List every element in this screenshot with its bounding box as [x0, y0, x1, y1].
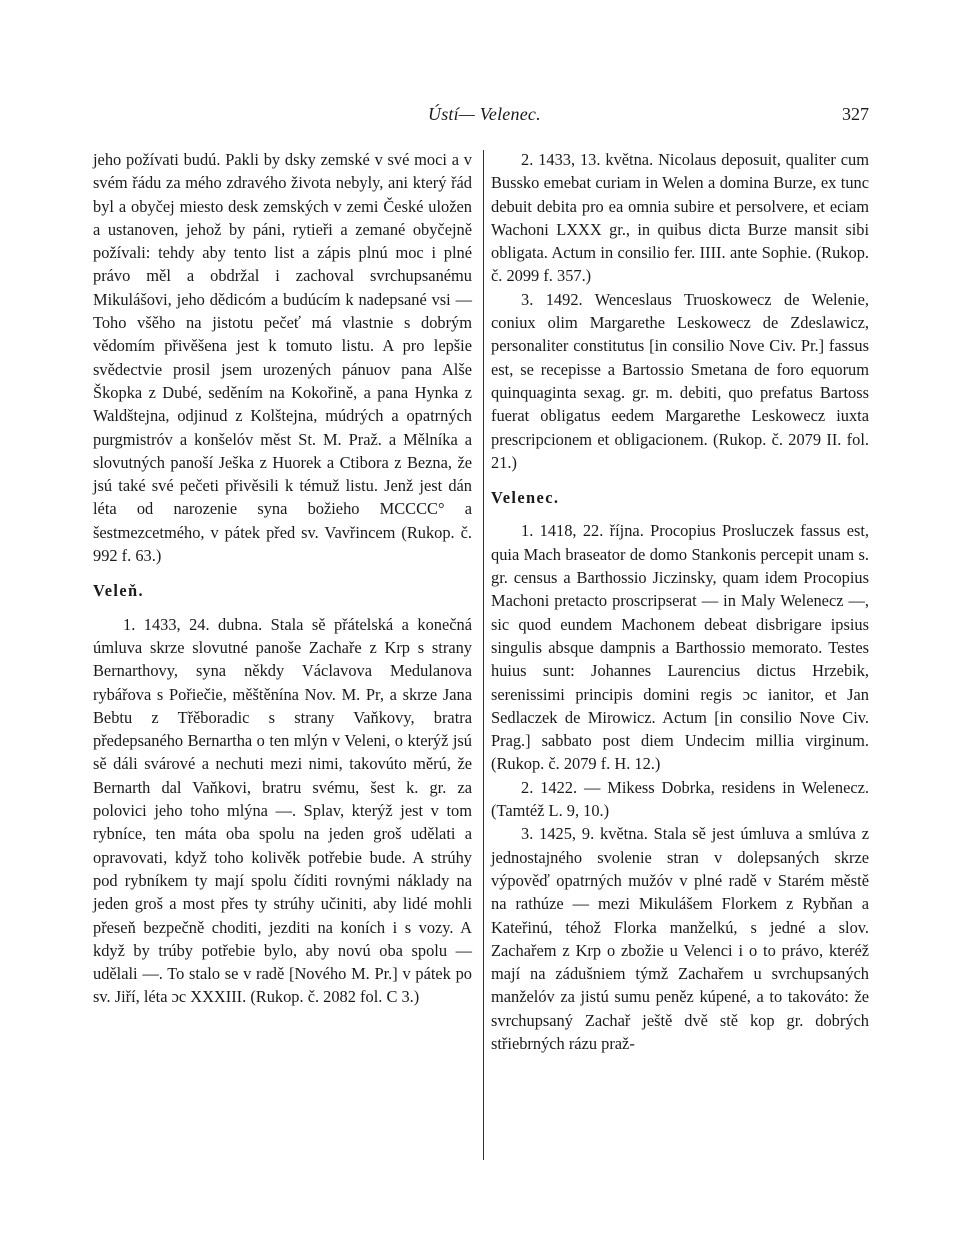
entry-velen-3: 3. 1492. Wenceslaus Truoskowecz de Welenie, coniux olim Margarethe Leskowecz de Zdeslawicz, personaliter constitutus [in consilio Nove Civ. Pr.] fassus est, se recepisse a Bartossio Smetana de foro equorum quinquaginta sexag. gr. m. debiti, quo prefatus Bartoss fuerat obligatus eedem Margarethe Leskowecz iuxta prescripcionem et obligacionem. (Rukop. č. 2079 II. fol. 21.)	[491, 289, 869, 472]
column-divider	[483, 150, 484, 1160]
page-number: 327	[842, 104, 869, 124]
continued-paragraph: jeho požívati budú. Pakli by dsky zemské v své moci a v svém řádu za mého zdravého života nebyly, ani který řád byl a obyčej miesto desk zemských v zemi České uložen a ustanoven, jehož by páni, rytieři a zemané obyčejně požívali: tehdy aby tento list a zápis plnú moc i plné právo měl a obdržal i zachoval svrchupsanému Mikulášovi, jeho dědicóm a budúcím k nadepsané vsi — Toho všěho na jistotu pečeť má vlastnie s dobrým vědomím přivěšena jest k tomuto listu. A pro lepšie svědectvie prosil jsem urozených pánuov pana Alše Škopka z Dubé, seděním na Kokořině, a pana Hynka z Waldštejna, odjinud z Kolštejna, múdrých a opatrných purgmistróv a konšelóv měst St. M. Praž. a Mělníka a slovutných panoší Ješka z Huorek a Ctibora z Bezna, že jsú také své pečeti přivěsili k témuž listu. Jenž jest dán léta od narozenie syna božieho MCCCC° a šestmezcetmého, v pátek před sv. Vavřincem (Rukop. č. 992 f. 63.)	[93, 150, 472, 566]
entry-velenec-1: 1. 1418, 22. října. Procopius Prosluczek fassus est, quia Mach braseator de domo Stankonis percepit unam s. gr. census a Barthossio Jiczinsky, quam idem Procopius Machoni pretacto proscripserat — in Maly Welenecz —, sic quod eundem Machonem debeat disbrigare ipsius singulis absque dampnis a Barthossio memorato. Testes huius sunt: Johannes Laurencius dictus Hrzebik, serenissimi principis domini regis ɔc ianitor, et Jan Sedlaczek de Mirowicz. Actum [in consilio Nove Civ. Prag.] sabbato post diem Undecim millia virginum. (Rukop. č. 2079 f. H. 12.)	[491, 521, 869, 774]
entry-velen-2: 2. 1433, 13. května. Nicolaus deposuit, qualiter cum Bussko emebat curiam in Welen a domina Burze, ex tunc debuit debita pro ea omnia subire et persolvere, et eciam Wachoni LXXX gr., in quibus dicta Burze mansit sibi obligata. Actum in consilio fer. IIII. ante Sophie. (Rukop. č. 2099 f. 357.)	[491, 150, 869, 286]
left-column	[93, 148, 472, 1009]
right-column	[491, 148, 869, 1055]
running-title: Ústí— Velenec.	[428, 104, 541, 124]
section-heading-velenec: Velenec.	[491, 488, 560, 508]
entry-velen-1: 1. 1433, 24. dubna. Stala sě přátelská a konečná úmluva skrze slovutné panoše Zachaře z Krp s strany Bernarthovy, syna někdy Václavova Medulanova rybářova s Pořiečie, měštěnína Nov. M. Pr, a skrze Jana Bebtu z Třěboradic s strany Vaňkovy, bratra předepsaného Bernartha o ten mlýn v Veleni, o kterýž jsú sě dáli svárové a nechuti mezi nimi, takovúto měrú, že Bernarth dal Vaňkovi, bratru svému, šest k. gr. za polovici jeho toho mlýna —. Splav, kterýž jest v tom rybníce, ten máta oba spolu na jeden groš udělati a opravovati, když toho kolivěk potřebie bude. A strúhy pod rybníkem ty mají spolu číditi rovnými náklady na jeden groš a most přes ty strúhy učiniti, aby lidé mohli přeseň bezpečně choditi, jezditi na koních i s vozy. A když by trúby potřebie bylo, aby novú oba spolu — udělali —. To stalo se v radě [Nového M. Pr.] v pátek po sv. Jiří, léta ɔc XXXIII. (Rukop. č. 2082 fol. C 3.)	[93, 614, 472, 1007]
entry-velenec-3: 3. 1425, 9. května. Stala sě jest úmluva a smlúva z jednostajného svolenie stran v dolepsaných skrze výpověď opatrných mužóv v plné radě v Starém městě na rathúze — mezi Mikulášem Florkem z Rybňan a Kateřinú, téhož Florka manželkú, s jedné a slov. Zachařem z Krp o zbožie u Velenci i o to právo, kteréž mají na zádušniem týmž Zachařem u svrchupsaných manželóv za jistú sumu peněz kúpené, a to takováto: že svrchupsaný Zachař ještě dvě stě kop gr. dobrých střiebrných rázu praž-	[491, 824, 869, 1053]
running-head	[0, 104, 960, 128]
entry-velenec-2: 2. 1422. — Mikess Dobrka, residens in Welenecz. (Tamtéž L. 9, 10.)	[491, 777, 869, 821]
section-heading-velen: Veleň.	[93, 581, 145, 601]
